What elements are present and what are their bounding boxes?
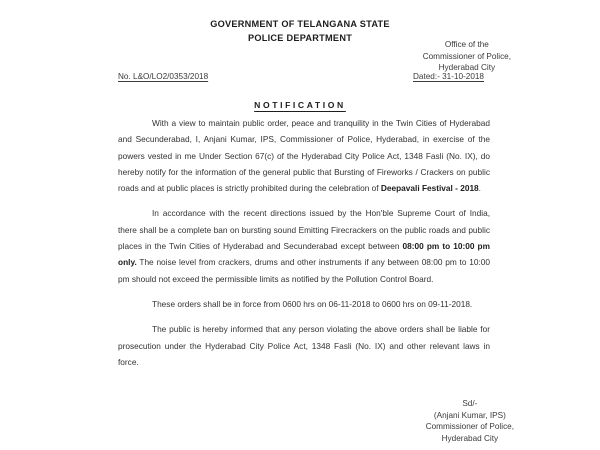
page-title xyxy=(0,95,600,113)
signatory-designation: Commissioner of Police, xyxy=(425,422,514,432)
department-title: POLICE DEPARTMENT xyxy=(247,32,353,43)
permitted-hours-emphasis: 08:00 pm to 10:00 pm only. xyxy=(118,241,490,268)
office-line-2: Commissioner of Police, xyxy=(422,51,511,61)
paragraph-1 xyxy=(118,115,490,196)
paragraph-2-text-a: In accordance with the recent directions issued by the Hon'ble Supreme Court of India, there shall be a complete ban on bursting sound Emitting Firecrackers on the public roads and public places in the Twin Cities of Hyderabad and Secunderabad except between xyxy=(118,208,490,252)
document-body xyxy=(118,115,490,379)
signature-block xyxy=(426,398,514,444)
office-line-1: Office of the xyxy=(444,40,489,49)
government-title: GOVERNMENT OF TELANGANA STATE xyxy=(210,19,390,29)
document-date: Dated:- 31-10-2018 xyxy=(412,72,484,81)
paragraph-2 xyxy=(118,205,490,286)
paragraph-3: These orders shall be in force from 0600 hrs on 06-11-2018 to 0600 hrs on 09-11-2018. xyxy=(152,298,473,309)
notification-heading: NOTIFICATION xyxy=(254,100,346,110)
deepavali-festival-emphasis: Deepavali Festival - 2018 xyxy=(380,183,479,194)
issuing-office-address xyxy=(423,39,511,74)
reference-row xyxy=(118,72,490,81)
signature-sd: Sd/- xyxy=(462,399,478,408)
signatory-name: (Anjani Kumar, IPS) xyxy=(433,410,506,420)
signatory-city: Hyderabad City xyxy=(441,433,499,443)
reference-number: No. L&O/LO2/0353/2018 xyxy=(118,72,209,81)
paragraph-1-text-b: . xyxy=(478,183,481,194)
paragraph-4: The public is hereby informed that any person violating the above orders shall be liable for prosecution under the Hyderabad City Police Act, 1348 Fasli (No. IX) and other relevant laws in force. xyxy=(118,324,490,367)
office-line-3: Hyderabad City xyxy=(438,63,496,73)
paragraph-2-text-b: The noise level from crackers, drums and other instruments if any between 08:00 pm to 10:00 pm should not exceed the permissible limits as notified by the Pollution Control Board. xyxy=(118,257,490,284)
paragraph-1-text-a: With a view to maintain public order, peace and tranquility in the Twin Cities of Hyderabad and Secunderabad, I, Anjani Kumar, IPS, Commissioner of Police, Hyderabad, in exercise of the powers vested in me Under Section 67(c) of the Hyderabad City Police Act, 1348 Fasli (No. IX), do hereby notify for the information of the general public that Bursting of Fireworks / Crackers on public roads and at public places is strictly prohibited during the celebration of xyxy=(118,118,490,194)
